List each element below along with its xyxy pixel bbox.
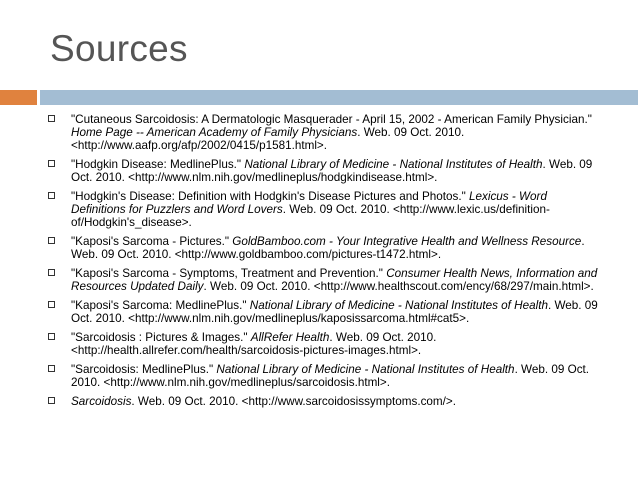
source-text: "Hodgkin Disease: MedlinePlus." [71,158,245,171]
source-text: . Web. 09 Oct. 2010. <http://www.nlm.nih.gov/medlineplus/kaposissarcoma.html#cat5>. [71,299,598,325]
square-bullet-icon [48,269,55,276]
square-bullet-icon [48,333,55,340]
title-divider-bar [40,90,638,105]
source-text: "Kaposi's Sarcoma - Symptoms, Treatment and Prevention." [71,267,387,280]
source-title-italic: AllRefer Health [250,331,330,344]
source-text: "Kaposi's Sarcoma: MedlinePlus." [71,299,250,312]
title-accent-bar [0,90,37,105]
source-text: . Web. 09 Oct. 2010. <http://www.nlm.nih.gov/medlineplus/sarcoidosis.html>. [71,363,590,389]
source-title-italic: Consumer Health News, Information and Resources Updated Daily [71,267,598,293]
source-text: . Web. 09 Oct. 2010. <http://www.lexic.us/definition-of/Hodgkin's_disease>. [71,203,550,229]
source-text: "Sarcoidosis: MedlinePlus." [71,363,217,376]
square-bullet-icon [48,115,55,122]
source-item [48,235,604,261]
source-text: "Kaposi's Sarcoma - Pictures." [71,235,233,248]
source-text: . Web. 09 Oct. 2010. <http://www.aafp.org/afp/2002/0415/p1581.html>. [71,126,465,152]
source-item [48,363,604,389]
source-text: . Web. 09 Oct. 2010. <http://www.sarcoidosissymptoms.com/>. [131,395,456,408]
sources-list [48,113,604,414]
source-text: . Web. 09 Oct. 2010. <http://www.nlm.nih.gov/medlineplus/hodgkindisease.html>. [71,158,593,184]
source-title-italic: National Library of Medicine - National Institutes of Health [216,363,515,376]
source-item [48,267,604,293]
square-bullet-icon [48,397,55,404]
source-text: "Sarcoidosis : Pictures & Images." [71,331,251,344]
source-text: . Web. 09 Oct. 2010. <http://www.healthscout.com/ency/68/297/main.html>. [203,280,594,293]
source-text: . Web. 09 Oct. 2010. <http://health.allrefer.com/health/sarcoidosis-pictures-images.html>. [71,331,437,357]
source-item [48,331,604,357]
source-text: "Cutaneous Sarcoidosis: A Dermatologic Masquerader - April 15, 2002 - American Family Physician." [71,113,592,126]
source-item [48,158,604,184]
slide-title: Sources [50,28,188,69]
square-bullet-icon [48,301,55,308]
source-text: . Web. 09 Oct. 2010. <http://www.goldbamboo.com/pictures-t1472.html>. [71,235,585,261]
square-bullet-icon [48,237,55,244]
source-item [48,113,604,152]
source-item [48,190,604,229]
source-title-italic: Home Page -- American Academy of Family Physicians [71,126,358,139]
source-title-italic: National Library of Medicine - National Institutes of Health [244,158,543,171]
source-item [48,395,604,408]
square-bullet-icon [48,365,55,372]
source-title-italic: Sarcoidosis [71,395,132,408]
source-text: "Hodgkin's Disease: Definition with Hodgkin's Disease Pictures and Photos." [71,190,469,203]
source-title-italic: National Library of Medicine - National Institutes of Health [249,299,548,312]
square-bullet-icon [48,160,55,167]
source-title-italic: GoldBamboo.com - Your Integrative Health and Wellness Resource [232,235,582,248]
source-title-italic: Lexicus - Word Definitions for Puzzlers and Word Lovers [71,190,547,216]
square-bullet-icon [48,192,55,199]
source-item [48,299,604,325]
